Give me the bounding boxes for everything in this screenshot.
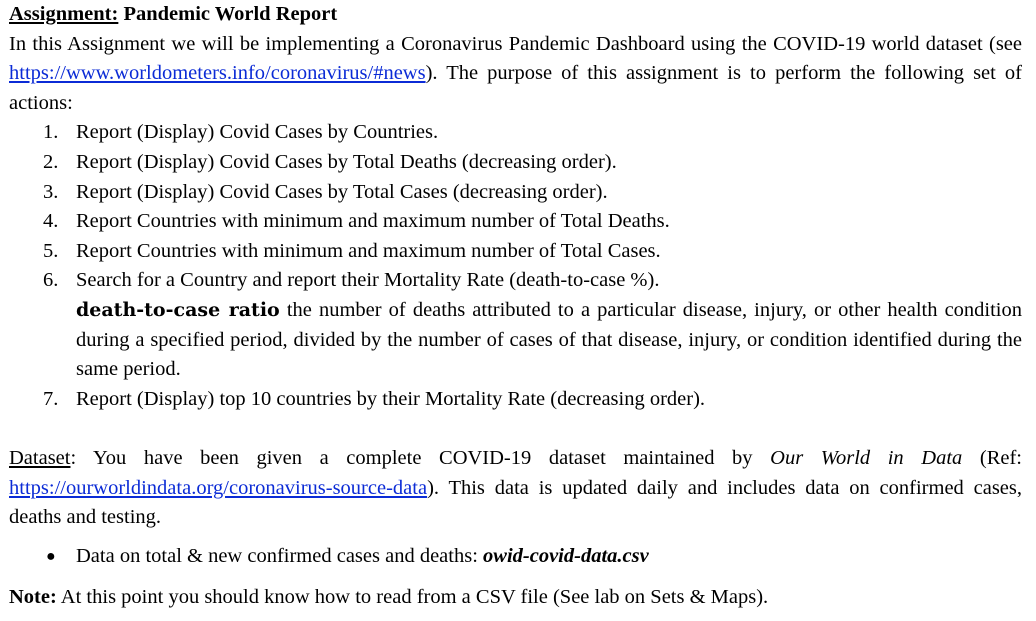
assignment-title: Pandemic World Report (123, 3, 338, 25)
note-label: Note: (9, 586, 57, 609)
intro-text-before-link: In this Assignment we will be implementing a Coronavirus Pandemic Dashboard using the COVID-19 world dataset (see (9, 32, 1022, 55)
list-item (43, 385, 1022, 415)
task-list (9, 118, 1022, 414)
task-text: Report (Display) Covid Cases by Total Deaths (decreasing order). (76, 150, 617, 173)
task-number: 3. (43, 180, 59, 203)
definition-term: death-to-case ratio (76, 298, 280, 321)
note-paragraph (9, 583, 1022, 613)
task-number: 2. (43, 150, 59, 173)
bullet-icon: ● (46, 547, 56, 565)
list-item (43, 148, 1022, 178)
list-item (43, 118, 1022, 148)
dataset-source-name: Our World in Data (770, 446, 963, 469)
task-number: 7. (43, 387, 59, 410)
list-item (46, 542, 1022, 572)
task-text: Report (Display) Covid Cases by Total Cases (decreasing order). (76, 180, 608, 203)
file-name: owid-covid-data.csv (483, 544, 649, 567)
intro-paragraph (9, 30, 1022, 119)
dataset-text-1: : You have been given a complete COVID-19 dataset maintained by (70, 446, 771, 469)
task-text: Search for a Country and report their Mortality Rate (death-to-case %). (76, 269, 660, 292)
assignment-label: Assignment: (9, 3, 119, 25)
intro-text-after-link: ). The purpose of this assignment is to perform the following set of actions: (9, 62, 1022, 114)
list-item (43, 237, 1022, 267)
list-item (43, 266, 1023, 384)
file-list (9, 542, 1022, 572)
dataset-text-2: (Ref: (962, 446, 1022, 469)
file-description: Data on total & new confirmed cases and deaths: (76, 544, 484, 567)
dataset-paragraph (9, 444, 1022, 533)
note-text: At this point you should know how to read from a CSV file (See lab on Sets & Maps). (56, 586, 769, 609)
dataset-label: Dataset (9, 446, 71, 469)
task-text: Report Countries with minimum and maximum number of Total Cases. (76, 239, 661, 262)
task-number: 5. (43, 239, 59, 262)
worldometers-link[interactable]: https://www.worldometers.info/coronavirus/#news (9, 62, 426, 85)
task-number: 1. (43, 121, 59, 144)
task-text: Report Countries with minimum and maximum number of Total Deaths. (76, 210, 670, 233)
task-number: 6. (43, 269, 59, 292)
definition-block (76, 296, 1022, 385)
owid-link[interactable]: https://ourworldindata.org/coronavirus-source-data (9, 476, 428, 499)
assignment-heading (9, 0, 1022, 30)
list-item (43, 207, 1022, 237)
definition-text: the number of deaths attributed to a particular disease, injury, or other health condition during a specified period, divided by the number of cases of that disease, injury, or condition identified during the same period. (76, 298, 1023, 381)
dataset-text-3: ). This data is updated daily and includes data on confirmed cases, deaths and testing. (9, 476, 1022, 529)
spacer (9, 414, 1022, 444)
list-item (43, 178, 1022, 208)
task-number: 4. (43, 210, 59, 233)
task-text: Report (Display) top 10 countries by their Mortality Rate (decreasing order). (76, 387, 706, 410)
task-text: Report (Display) Covid Cases by Countries. (76, 121, 439, 144)
